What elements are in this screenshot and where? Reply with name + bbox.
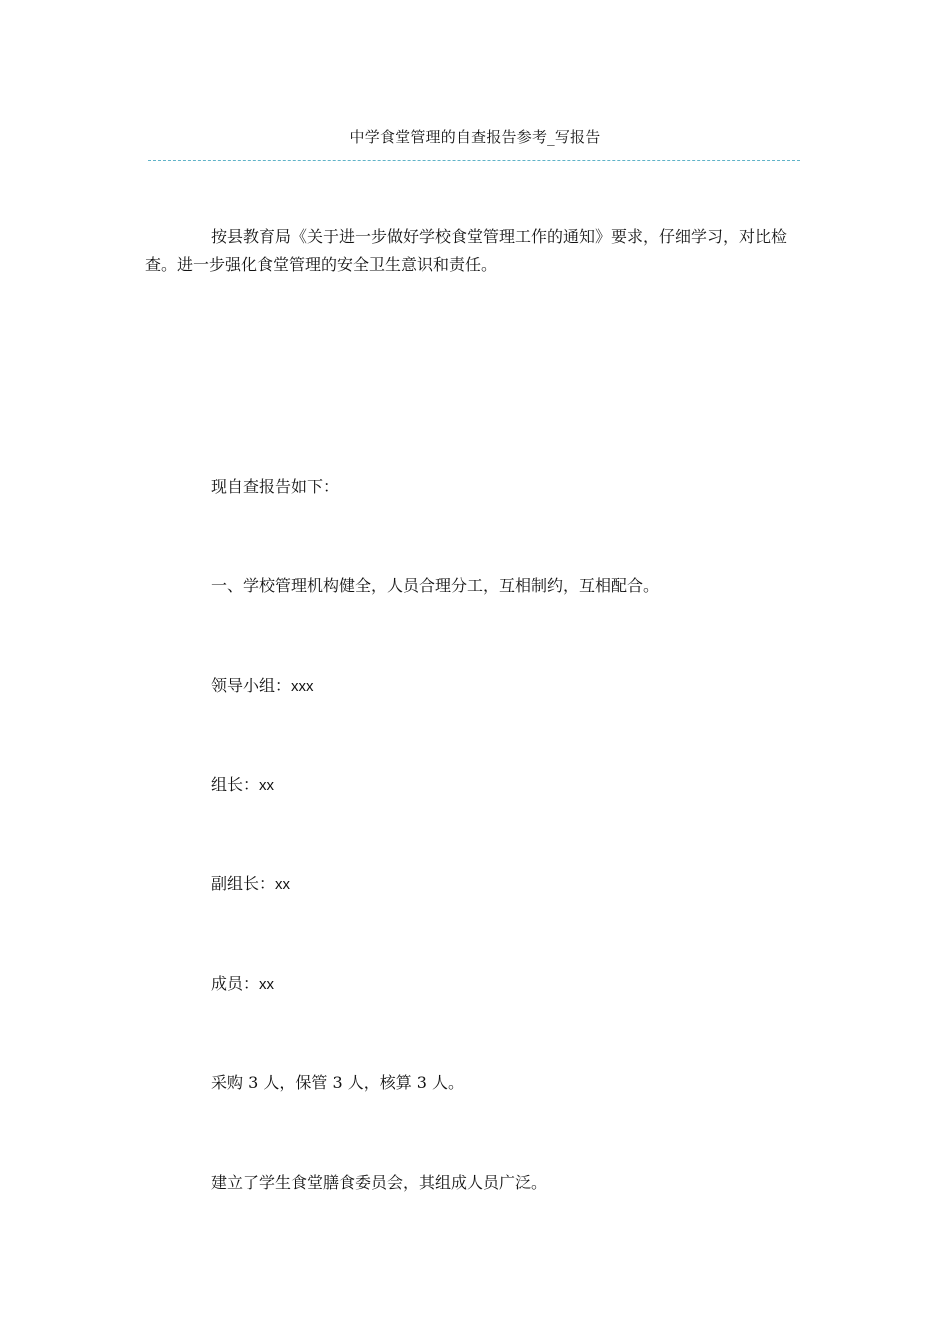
leader-group-line [211,674,314,699]
leader-group-value: xxx [291,678,314,695]
title-dashed-divider [148,160,800,161]
committee-line: 建立了学生食堂膳食委员会，其组成人员广泛。 [211,1173,548,1192]
leader-value: xx [259,777,275,794]
section-1-paragraph: 一、学校管理机构健全，人员合理分工，互相制约，互相配合。 [211,576,660,595]
deputy-label: 副组长： [211,874,276,893]
leader-line [211,773,274,798]
deputy-value: xx [275,876,291,893]
members-line [211,972,274,997]
leader-group-label: 领导小组： [211,676,292,695]
report-heading: 现自查报告如下： [211,477,340,496]
leader-label: 组长： [211,775,260,794]
deputy-line [211,872,290,897]
staffing-line: 采购 3 人，保管 3 人，核算 3 人。 [211,1073,465,1092]
intro-paragraph: 按县教育局《关于进一步做好学校食堂管理工作的通知》要求，仔细学习，对比检查。进一步强化食堂管理的安全卫生意识和责任。 [145,227,788,274]
members-label: 成员： [211,974,260,993]
document-title: 中学食堂管理的自查报告参考_写报告 [349,128,601,146]
members-value: xx [259,976,275,993]
